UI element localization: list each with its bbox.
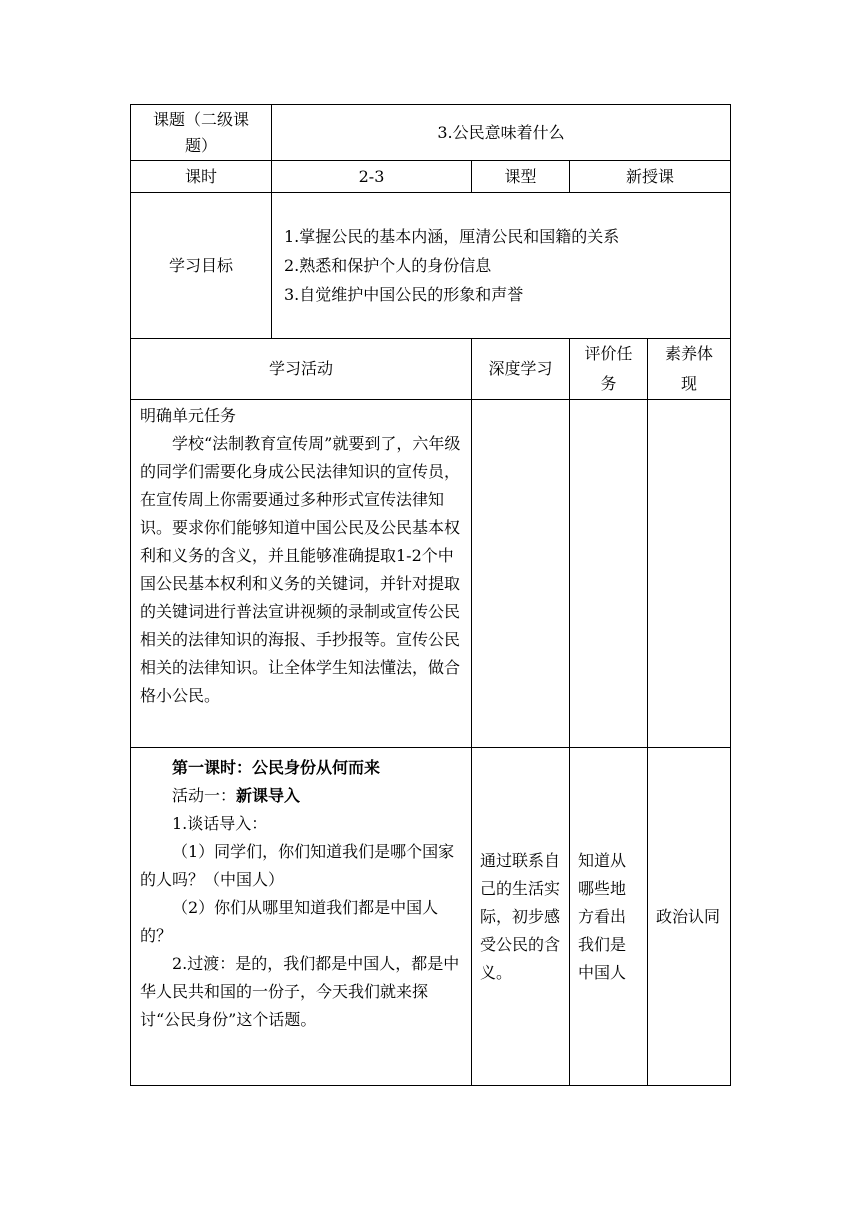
- evaluation-column-header: 评价任务: [570, 339, 648, 400]
- lesson1-question2: （2）你们从哪里知道我们都是中国人的？: [140, 898, 439, 945]
- deep-learning-column-header: 深度学习: [472, 339, 570, 400]
- topic-value: 3.公民意味着什么: [272, 105, 731, 161]
- unit-task-heading: 明确单元任务: [140, 406, 237, 425]
- lesson1-deep-cell: 通过联系自己的生活实际，初步感受公民的含义。: [472, 748, 570, 1086]
- lesson1-literacy-cell: 政治认同: [648, 748, 731, 1086]
- literacy-column-header: 素养体现: [648, 339, 731, 400]
- unit-task-row: [131, 400, 731, 748]
- type-label: 课型: [472, 161, 570, 193]
- lesson1-step2: 2.过渡：是的，我们都是中国人，都是中华人民共和国的一份子，今天我们就来探讨“公民身份”这个话题。: [140, 954, 460, 1029]
- lesson1-step1: 1.谈话导入：: [172, 814, 268, 833]
- lesson1-activity-heading: [140, 782, 463, 810]
- objective-item: 1.掌握公民的基本内涵，厘清公民和国籍的关系: [284, 227, 620, 246]
- unit-task-literacy-cell: [648, 400, 731, 748]
- lesson1-row: [131, 748, 731, 1086]
- column-header-row: [131, 339, 731, 400]
- period-row: [131, 161, 731, 193]
- unit-task-eval-cell: [570, 400, 648, 748]
- period-label: 课时: [131, 161, 272, 193]
- unit-task-body: 学校“法制教育宣传周”就要到了，六年级的同学们需要化身成公民法律知识的宣传员，在宣传周上你需要通过多种形式宣传法律知识。要求你们能够知道中国公民及公民基本权利和义务的含义，并且能够准确提取1-2个中国公民基本权利和义务的关键词，并针对提取的关键词进行普法宣讲视频的录制或宣传公民相关的法律知识的海报、手抄报等。宣传公民相关的法律知识。让全体学生知法懂法，做合格小公民。: [140, 434, 461, 705]
- lesson1-question1: （1）同学们，你们知道我们是哪个国家的人吗？（中国人）: [140, 842, 455, 889]
- topic-label: 课题（二级课题）: [131, 105, 272, 161]
- period-value: 2-3: [272, 161, 472, 193]
- activity-prefix: 活动一：: [172, 786, 237, 805]
- lesson1-activity-cell: [131, 748, 472, 1086]
- activity-name: 新课导入: [236, 786, 301, 805]
- objective-item: 3.自觉维护中国公民的形象和声誉: [284, 285, 524, 304]
- type-value: 新授课: [570, 161, 731, 193]
- objectives-list: [272, 193, 731, 339]
- lesson-plan-table: [130, 104, 731, 1086]
- lesson1-eval-cell: 知道从哪些地方看出我们是中国人: [570, 748, 648, 1086]
- activity-column-header: 学习活动: [131, 339, 472, 400]
- unit-task-cell: [131, 400, 472, 748]
- objectives-row: [131, 193, 731, 339]
- topic-row: [131, 105, 731, 161]
- objective-item: 2.熟悉和保护个人的身份信息: [284, 256, 492, 275]
- objectives-label: 学习目标: [131, 193, 272, 339]
- lesson1-title: 第一课时：公民身份从何而来: [172, 758, 381, 777]
- unit-task-deep-cell: [472, 400, 570, 748]
